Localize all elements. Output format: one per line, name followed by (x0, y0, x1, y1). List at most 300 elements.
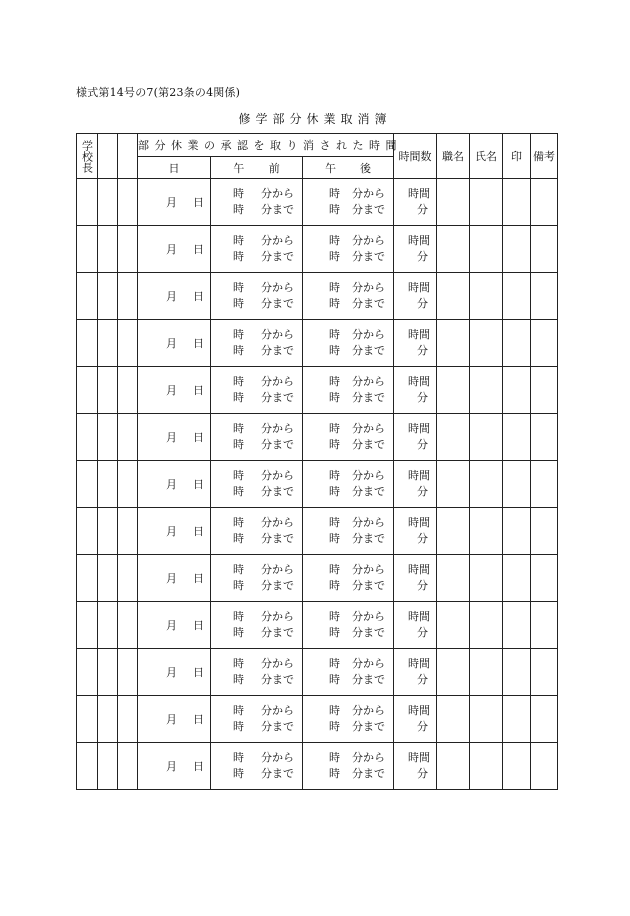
pm-to-hour-label: 時 (329, 438, 340, 451)
pm-to-minute-label: 分まで (352, 720, 386, 733)
cancelled-time-label: 部分休業の承認を取り消された時間 (138, 139, 402, 152)
date-cell[interactable] (138, 320, 211, 367)
minutes-unit-label: 分 (417, 391, 429, 404)
am-from-minute-label: 分から (261, 281, 294, 294)
approver-seal-cell-3[interactable] (118, 414, 138, 461)
afternoon-label-1: 午 (325, 161, 336, 175)
principal-seal-cell[interactable] (77, 508, 98, 555)
month-label: 月 (166, 525, 177, 538)
pm-to-minute-label: 分まで (352, 344, 386, 357)
afternoon-time-cell[interactable] (303, 414, 394, 461)
hours-unit-label: 時間 (408, 610, 431, 623)
job-title-cell[interactable] (437, 226, 470, 273)
hours-unit-label: 時間 (408, 375, 431, 388)
document-title: 修学部分休業取消簿 (238, 112, 392, 126)
day-label: 日 (193, 384, 204, 397)
seal-cell[interactable] (503, 226, 531, 273)
approver-seal-cell-3[interactable] (118, 696, 138, 743)
hours-unit-label: 時間 (408, 657, 431, 670)
day-label: 日 (193, 243, 204, 256)
table-row (77, 743, 558, 790)
month-label: 月 (166, 337, 177, 350)
am-from-minute-label: 分から (261, 704, 294, 717)
job-title-cell[interactable] (437, 461, 470, 508)
principal-seal-cell[interactable] (77, 320, 98, 367)
approver-seal-cell-3[interactable] (118, 226, 138, 273)
pm-to-minute-label: 分まで (352, 250, 386, 263)
approver-seal-cell-2[interactable] (98, 273, 118, 320)
remarks-cell[interactable] (531, 602, 558, 649)
pm-to-hour-label: 時 (329, 250, 340, 263)
approver-seal-cell-2[interactable] (98, 179, 118, 226)
name-cell[interactable] (470, 367, 503, 414)
table-row (77, 226, 558, 273)
pm-to-hour-label: 時 (329, 203, 340, 216)
remarks-cell[interactable] (531, 226, 558, 273)
morning-header (211, 157, 303, 179)
pm-from-minute-label: 分から (352, 281, 386, 294)
am-to-minute-label: 分まで (261, 203, 294, 216)
hours-count-cell[interactable] (394, 743, 437, 790)
name-cell[interactable] (470, 743, 503, 790)
approver-seal-cell-3[interactable] (118, 320, 138, 367)
month-label: 月 (166, 666, 177, 679)
day-label: 日 (193, 760, 204, 773)
minutes-unit-label: 分 (417, 532, 429, 545)
principal-seal-cell[interactable] (77, 696, 98, 743)
afternoon-time-cell[interactable] (303, 226, 394, 273)
hours-unit-label: 時間 (408, 563, 431, 576)
minutes-unit-label: 分 (417, 485, 429, 498)
month-label: 月 (166, 431, 177, 444)
seal-cell[interactable] (503, 320, 531, 367)
job-title-cell[interactable] (437, 179, 470, 226)
month-label: 月 (166, 290, 177, 303)
day-label: 日 (193, 525, 204, 538)
morning-time-cell[interactable] (211, 461, 303, 508)
table-row (77, 649, 558, 696)
am-to-minute-label: 分まで (261, 344, 294, 357)
am-from-minute-label: 分から (261, 375, 294, 388)
job-title-cell[interactable] (437, 508, 470, 555)
pm-from-hour-label: 時 (329, 328, 340, 341)
principal-label: 学校長 (80, 139, 94, 173)
principal-seal-cell[interactable] (77, 179, 98, 226)
month-label: 月 (166, 478, 177, 491)
hours-count-cell[interactable] (394, 414, 437, 461)
am-to-hour-label: 時 (233, 673, 244, 686)
am-from-hour-label: 時 (233, 281, 244, 294)
am-to-hour-label: 時 (233, 344, 244, 357)
table-row (77, 179, 558, 226)
seal-cell[interactable] (503, 414, 531, 461)
date-cell[interactable] (138, 367, 211, 414)
name-cell[interactable] (470, 508, 503, 555)
pm-from-minute-label: 分から (352, 328, 386, 341)
day-label: 日 (193, 572, 204, 585)
minutes-unit-label: 分 (417, 438, 429, 451)
am-to-hour-label: 時 (233, 579, 244, 592)
job-title-cell[interactable] (437, 602, 470, 649)
afternoon-time-cell[interactable] (303, 743, 394, 790)
table-row (77, 461, 558, 508)
pm-from-minute-label: 分から (352, 657, 386, 670)
am-to-hour-label: 時 (233, 391, 244, 404)
month-label: 月 (166, 713, 177, 726)
remarks-cell[interactable] (531, 649, 558, 696)
name-cell[interactable] (470, 461, 503, 508)
remarks-cell[interactable] (531, 320, 558, 367)
minutes-unit-label: 分 (417, 626, 429, 639)
minutes-unit-label: 分 (417, 203, 429, 216)
morning-time-cell[interactable] (211, 226, 303, 273)
am-to-hour-label: 時 (233, 203, 244, 216)
am-from-minute-label: 分から (261, 610, 294, 623)
minutes-unit-label: 分 (417, 344, 429, 357)
afternoon-time-cell[interactable] (303, 367, 394, 414)
month-label: 月 (166, 196, 177, 209)
seal-cell[interactable] (503, 602, 531, 649)
seal-cell[interactable] (503, 273, 531, 320)
name-cell[interactable] (470, 226, 503, 273)
am-to-hour-label: 時 (233, 720, 244, 733)
table-row (77, 555, 558, 602)
am-from-hour-label: 時 (233, 610, 244, 623)
minutes-unit-label: 分 (417, 250, 429, 263)
date-cell[interactable] (138, 649, 211, 696)
pm-from-hour-label: 時 (329, 187, 340, 200)
month-label: 月 (166, 243, 177, 256)
date-cell[interactable] (138, 508, 211, 555)
pm-to-hour-label: 時 (329, 626, 340, 639)
principal-seal-cell[interactable] (77, 461, 98, 508)
hours-unit-label: 時間 (408, 516, 431, 529)
table-row (77, 414, 558, 461)
hours-unit-label: 時間 (408, 469, 431, 482)
job-title-header: 職名 (437, 134, 470, 179)
hours-unit-label: 時間 (408, 328, 431, 341)
pm-from-hour-label: 時 (329, 469, 340, 482)
seal-header: 印 (503, 134, 531, 179)
header-row-top (77, 134, 558, 157)
month-label: 月 (166, 384, 177, 397)
principal-seal-cell[interactable] (77, 273, 98, 320)
morning-time-cell[interactable] (211, 602, 303, 649)
name-cell[interactable] (470, 414, 503, 461)
seal-cell[interactable] (503, 461, 531, 508)
approver-seal-cell-2[interactable] (98, 226, 118, 273)
morning-time-cell[interactable] (211, 273, 303, 320)
pm-to-minute-label: 分まで (352, 391, 386, 404)
am-from-hour-label: 時 (233, 422, 244, 435)
name-cell[interactable] (470, 555, 503, 602)
hours-count-cell[interactable] (394, 602, 437, 649)
pm-from-minute-label: 分から (352, 563, 386, 576)
pm-from-minute-label: 分から (352, 187, 386, 200)
approver-seal-cell-3[interactable] (118, 273, 138, 320)
date-cell[interactable] (138, 226, 211, 273)
form-reference: 様式第14号の7(第23条の4関係) (76, 86, 241, 99)
afternoon-label-2: 後 (360, 161, 371, 175)
remarks-cell[interactable] (531, 696, 558, 743)
afternoon-time-cell[interactable] (303, 179, 394, 226)
afternoon-time-cell[interactable] (303, 649, 394, 696)
approver-seal-cell-2[interactable] (98, 508, 118, 555)
pm-from-hour-label: 時 (329, 704, 340, 717)
am-to-minute-label: 分まで (261, 579, 294, 592)
am-to-hour-label: 時 (233, 438, 244, 451)
hours-count-cell[interactable] (394, 508, 437, 555)
hours-count-cell[interactable] (394, 461, 437, 508)
am-to-minute-label: 分まで (261, 438, 294, 451)
table-row (77, 367, 558, 414)
job-title-cell[interactable] (437, 649, 470, 696)
hours-unit-label: 時間 (408, 187, 431, 200)
am-from-minute-label: 分から (261, 187, 294, 200)
am-from-hour-label: 時 (233, 234, 244, 247)
am-to-hour-label: 時 (233, 250, 244, 263)
am-to-hour-label: 時 (233, 297, 244, 310)
am-from-hour-label: 時 (233, 187, 244, 200)
pm-from-hour-label: 時 (329, 657, 340, 670)
approver-seal-header-3 (118, 134, 138, 179)
hours-count-cell[interactable] (394, 555, 437, 602)
pm-from-hour-label: 時 (329, 751, 340, 764)
am-to-minute-label: 分まで (261, 485, 294, 498)
job-title-cell[interactable] (437, 320, 470, 367)
date-cell[interactable] (138, 414, 211, 461)
pm-from-minute-label: 分から (352, 469, 386, 482)
afternoon-time-cell[interactable] (303, 602, 394, 649)
afternoon-time-cell[interactable] (303, 273, 394, 320)
morning-time-cell[interactable] (211, 743, 303, 790)
table-row (77, 273, 558, 320)
am-to-hour-label: 時 (233, 767, 244, 780)
name-cell[interactable] (470, 320, 503, 367)
name-cell[interactable] (470, 602, 503, 649)
hours-count-cell[interactable] (394, 367, 437, 414)
pm-to-hour-label: 時 (329, 579, 340, 592)
hours-unit-label: 時間 (408, 422, 431, 435)
hours-count-cell[interactable] (394, 179, 437, 226)
date-cell[interactable] (138, 461, 211, 508)
seal-cell[interactable] (503, 696, 531, 743)
am-to-hour-label: 時 (233, 485, 244, 498)
am-from-hour-label: 時 (233, 751, 244, 764)
day-label: 日 (193, 666, 204, 679)
pm-to-hour-label: 時 (329, 720, 340, 733)
afternoon-time-cell[interactable] (303, 696, 394, 743)
pm-from-minute-label: 分から (352, 234, 386, 247)
am-from-minute-label: 分から (261, 469, 294, 482)
date-cell[interactable] (138, 555, 211, 602)
approver-seal-cell-2[interactable] (98, 320, 118, 367)
seal-cell[interactable] (503, 508, 531, 555)
approver-seal-cell-2[interactable] (98, 461, 118, 508)
job-title-cell[interactable] (437, 367, 470, 414)
job-title-cell[interactable] (437, 414, 470, 461)
approver-seal-cell-2[interactable] (98, 555, 118, 602)
approver-seal-cell-2[interactable] (98, 367, 118, 414)
cancellation-ledger-table (76, 133, 558, 790)
am-from-hour-label: 時 (233, 328, 244, 341)
morning-time-cell[interactable] (211, 696, 303, 743)
approver-seal-cell-3[interactable] (118, 743, 138, 790)
pm-to-hour-label: 時 (329, 532, 340, 545)
pm-from-minute-label: 分から (352, 751, 386, 764)
hours-unit-label: 時間 (408, 704, 431, 717)
afternoon-time-cell[interactable] (303, 320, 394, 367)
pm-to-minute-label: 分まで (352, 579, 386, 592)
principal-seal-cell[interactable] (77, 414, 98, 461)
principal-seal-cell[interactable] (77, 743, 98, 790)
cancelled-time-header (138, 134, 402, 157)
job-title-cell[interactable] (437, 743, 470, 790)
name-cell[interactable] (470, 649, 503, 696)
morning-label-1: 午 (233, 161, 245, 175)
hours-count-cell[interactable] (394, 696, 437, 743)
hours-count-cell[interactable] (394, 649, 437, 696)
principal-seal-cell[interactable] (77, 649, 98, 696)
approver-seal-cell-3[interactable] (118, 179, 138, 226)
approver-seal-cell-3[interactable] (118, 461, 138, 508)
approver-seal-cell-2[interactable] (98, 696, 118, 743)
remarks-cell[interactable] (531, 555, 558, 602)
table-row (77, 320, 558, 367)
afternoon-time-cell[interactable] (303, 461, 394, 508)
seal-cell[interactable] (503, 649, 531, 696)
seal-cell[interactable] (503, 179, 531, 226)
am-to-hour-label: 時 (233, 626, 244, 639)
remarks-cell[interactable] (531, 179, 558, 226)
principal-seal-header (77, 134, 98, 179)
month-label: 月 (166, 760, 177, 773)
seal-cell[interactable] (503, 743, 531, 790)
remarks-cell[interactable] (531, 461, 558, 508)
remarks-cell[interactable] (531, 508, 558, 555)
hours-count-cell[interactable] (394, 320, 437, 367)
am-to-minute-label: 分まで (261, 297, 294, 310)
pm-from-hour-label: 時 (329, 563, 340, 576)
month-label: 月 (166, 572, 177, 585)
morning-time-cell[interactable] (211, 414, 303, 461)
pm-from-hour-label: 時 (329, 281, 340, 294)
name-header: 氏名 (470, 134, 503, 179)
approver-seal-cell-3[interactable] (118, 367, 138, 414)
seal-cell[interactable] (503, 555, 531, 602)
afternoon-time-cell[interactable] (303, 555, 394, 602)
am-from-minute-label: 分から (261, 422, 294, 435)
approver-seal-cell-2[interactable] (98, 743, 118, 790)
morning-time-cell[interactable] (211, 367, 303, 414)
approver-seal-cell-3[interactable] (118, 508, 138, 555)
am-from-hour-label: 時 (233, 657, 244, 670)
morning-time-cell[interactable] (211, 320, 303, 367)
job-title-cell[interactable] (437, 273, 470, 320)
am-from-minute-label: 分から (261, 657, 294, 670)
remarks-cell[interactable] (531, 743, 558, 790)
approver-seal-cell-3[interactable] (118, 555, 138, 602)
am-from-hour-label: 時 (233, 563, 244, 576)
pm-to-minute-label: 分まで (352, 767, 386, 780)
morning-label-2: 前 (268, 161, 280, 175)
minutes-unit-label: 分 (417, 767, 429, 780)
principal-seal-cell[interactable] (77, 367, 98, 414)
remarks-cell[interactable] (531, 414, 558, 461)
hours-unit-label: 時間 (408, 751, 431, 764)
table-row (77, 602, 558, 649)
am-to-minute-label: 分まで (261, 250, 294, 263)
approver-seal-cell-2[interactable] (98, 414, 118, 461)
date-cell[interactable] (138, 602, 211, 649)
hours-count-cell[interactable] (394, 273, 437, 320)
pm-from-hour-label: 時 (329, 516, 340, 529)
remarks-cell[interactable] (531, 273, 558, 320)
principal-seal-cell[interactable] (77, 602, 98, 649)
pm-from-minute-label: 分から (352, 516, 386, 529)
morning-time-cell[interactable] (211, 179, 303, 226)
am-from-hour-label: 時 (233, 516, 244, 529)
morning-time-cell[interactable] (211, 649, 303, 696)
am-to-minute-label: 分まで (261, 720, 294, 733)
morning-time-cell[interactable] (211, 555, 303, 602)
pm-from-hour-label: 時 (329, 610, 340, 623)
am-from-minute-label: 分から (261, 328, 294, 341)
principal-seal-cell[interactable] (77, 555, 98, 602)
date-cell[interactable] (138, 696, 211, 743)
am-to-minute-label: 分まで (261, 391, 294, 404)
am-from-minute-label: 分から (261, 516, 294, 529)
principal-seal-cell[interactable] (77, 226, 98, 273)
pm-to-hour-label: 時 (329, 344, 340, 357)
remarks-cell[interactable] (531, 367, 558, 414)
approver-seal-cell-3[interactable] (118, 602, 138, 649)
approver-seal-cell-3[interactable] (118, 649, 138, 696)
pm-from-minute-label: 分から (352, 375, 386, 388)
remarks-header: 備考 (531, 134, 558, 179)
minutes-unit-label: 分 (417, 720, 429, 733)
minutes-unit-label: 分 (417, 673, 429, 686)
name-cell[interactable] (470, 179, 503, 226)
day-label: 日 (193, 290, 204, 303)
date-cell[interactable] (138, 273, 211, 320)
name-cell[interactable] (470, 273, 503, 320)
date-cell[interactable] (138, 179, 211, 226)
date-cell[interactable] (138, 743, 211, 790)
day-label: 日 (193, 337, 204, 350)
am-from-minute-label: 分から (261, 563, 294, 576)
afternoon-time-cell[interactable] (303, 508, 394, 555)
pm-from-minute-label: 分から (352, 422, 386, 435)
minutes-unit-label: 分 (417, 297, 429, 310)
pm-from-minute-label: 分から (352, 610, 386, 623)
seal-cell[interactable] (503, 367, 531, 414)
hours-count-cell[interactable] (394, 226, 437, 273)
job-title-cell[interactable] (437, 555, 470, 602)
table-row (77, 508, 558, 555)
job-title-cell[interactable] (437, 696, 470, 743)
pm-to-hour-label: 時 (329, 485, 340, 498)
am-to-minute-label: 分まで (261, 767, 294, 780)
name-cell[interactable] (470, 696, 503, 743)
table-row (77, 696, 558, 743)
am-from-hour-label: 時 (233, 375, 244, 388)
approver-seal-cell-2[interactable] (98, 649, 118, 696)
morning-time-cell[interactable] (211, 508, 303, 555)
pm-to-hour-label: 時 (329, 297, 340, 310)
am-to-minute-label: 分まで (261, 673, 294, 686)
approver-seal-cell-2[interactable] (98, 602, 118, 649)
